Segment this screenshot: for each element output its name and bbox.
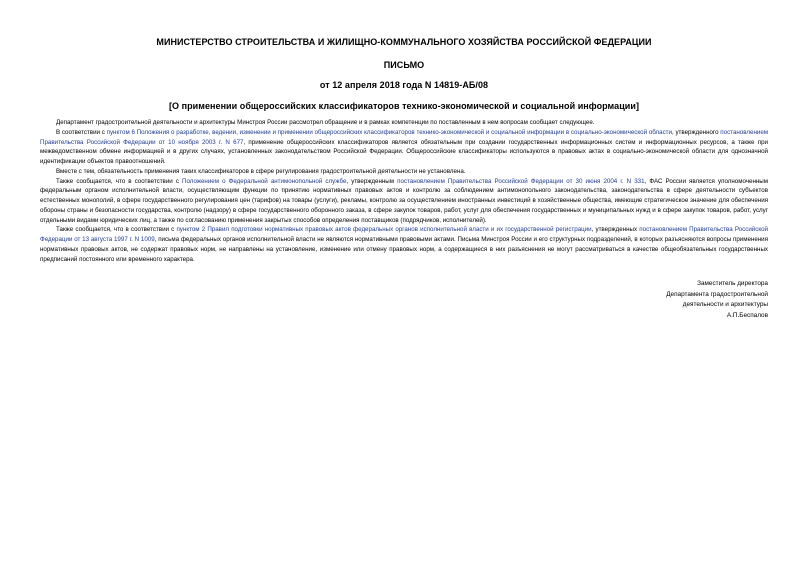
signature-position-2: Департамента градостроительной [666, 290, 768, 298]
document-subject: [О применении общероссийских классификаторов технико-экономической и социальной информации] [169, 101, 639, 111]
ministry-title: МИНИСТЕРСТВО СТРОИТЕЛЬСТВА И ЖИЛИЩНО-КОММУНАЛЬНОГО ХОЗЯЙСТВА РОССИЙСКОЙ ФЕДЕРАЦИИ [156, 37, 652, 47]
paragraph-5-text-b: , утвержденных [591, 226, 640, 234]
signature-position-3: деятельности и архитектуры [682, 301, 768, 308]
paragraph-4-text-b: , утвержденным [346, 177, 398, 185]
link-government-decree-677[interactable]: постановлением Правительства Российской Федерации от 10 ноября 2003 г. N 677 [40, 128, 769, 146]
link-fas-regulation[interactable]: Положением о Федеральной антимонопольной службе [182, 177, 347, 185]
link-government-decree-1009[interactable]: постановлением Правительства Российской Федерации от 13 августа 1997 г. N 1009 [40, 226, 768, 243]
paragraph-5-text-c: , письма федеральных органов исполнительной власти не являются нормативными правовыми актами. Письма Минстроя России и его структурных подразделений, в которых разъясняются вопросы применения нормативных правовых актов, не содержат правовых норм, не направлены на установление, изменение или отмену правовых норм, а содержащиеся в них разъяснения не могут рассматриваться в качестве общеобязательных государственных предписаний постоянного или временного характера. [40, 236, 768, 263]
document-type: ПИСЬМО [383, 60, 425, 70]
document-page [40, 0, 768, 571]
paragraph-5 [40, 225, 768, 264]
paragraph-1 [40, 118, 768, 128]
paragraph-4 [40, 177, 768, 226]
paragraph-2-text-c: , применение общероссийских классификаторов является обязательным при создании государственных информационных систем и информационных ресурсов, а также при межведомственном обмене информацией и в других случаях, установленных законодательством Российской Федерации. Общероссийские классификаторы используются в правовых актах в социально-экономической области для однозначной идентификации объектов правоотношений. [40, 138, 768, 165]
paragraph-3-text: Вместе с тем, обязательность применения таких классификаторов в сфере регулирования градостроительной деятельности не установлена. [56, 167, 466, 175]
link-classifier-regulation[interactable]: пунктом 6 Положения о разработке, ведении, изменении и применении общероссийских классификаторов технико-экономической и социальной информации в социально-экономической области [106, 128, 672, 136]
paragraph-3 [40, 167, 768, 177]
paragraph-5-text-a: Также сообщается, что в соответствии с [56, 226, 177, 234]
paragraph-2 [40, 128, 768, 167]
paragraph-2-text-a: В соответствии с [56, 128, 107, 136]
paragraph-1-text: Департамент градостроительной деятельности и архитектуры Минстроя России рассмотрел обращение и в рамках компетенции по поставленным в нем вопросам сообщает следующее. [56, 119, 595, 126]
signature-position-1: Заместитель директора [697, 280, 768, 287]
link-rules-regulatory-acts[interactable]: пунктом 2 Правил подготовки нормативных правовых актов федеральных органов исполнительной власти и их государственной регистрации [176, 226, 592, 234]
document-date: от 12 апреля 2018 года N 14819-АБ/08 [319, 80, 489, 90]
link-government-decree-331[interactable]: постановлением Правительства Российской Федерации от 30 июня 2004 г. N 331 [397, 177, 645, 185]
paragraph-4-text-a: Также сообщается, что в соответствии с [56, 177, 183, 185]
signature-block [568, 279, 768, 321]
signature-name: А.П.Беспалов [726, 311, 768, 319]
letter-body [40, 118, 768, 264]
paragraph-2-text-b: , утвержденного [671, 128, 721, 136]
paragraph-4-text-c: , ФАС России является уполномоченным федеральным органом исполнительной власти, осуществляющим функции по принятию нормативных правовых актов и контролю за соблюдением антимонопольного законодательства, законодательства в сфере деятельности субъектов естественных монополий, в сфере государственного регулирования цен (тарифов) на товары (услуги), рекламы, контролю за осуществлением иностранных инвестиций в хозяйственные общества, имеющие стратегическое значение для обеспечения обороны страны и безопасности государства, контролю (надзору) в сфере государственного оборонного заказа, в сфере закупок товаров, работ, услуг для обеспечения государственных и муниципальных нужд и в сфере закупок товаров, работ, услуг отдельными видами юридических лиц, а также по согласованию применения закрытых способов определения поставщиков (подрядчиков, исполнителей). [40, 177, 768, 224]
